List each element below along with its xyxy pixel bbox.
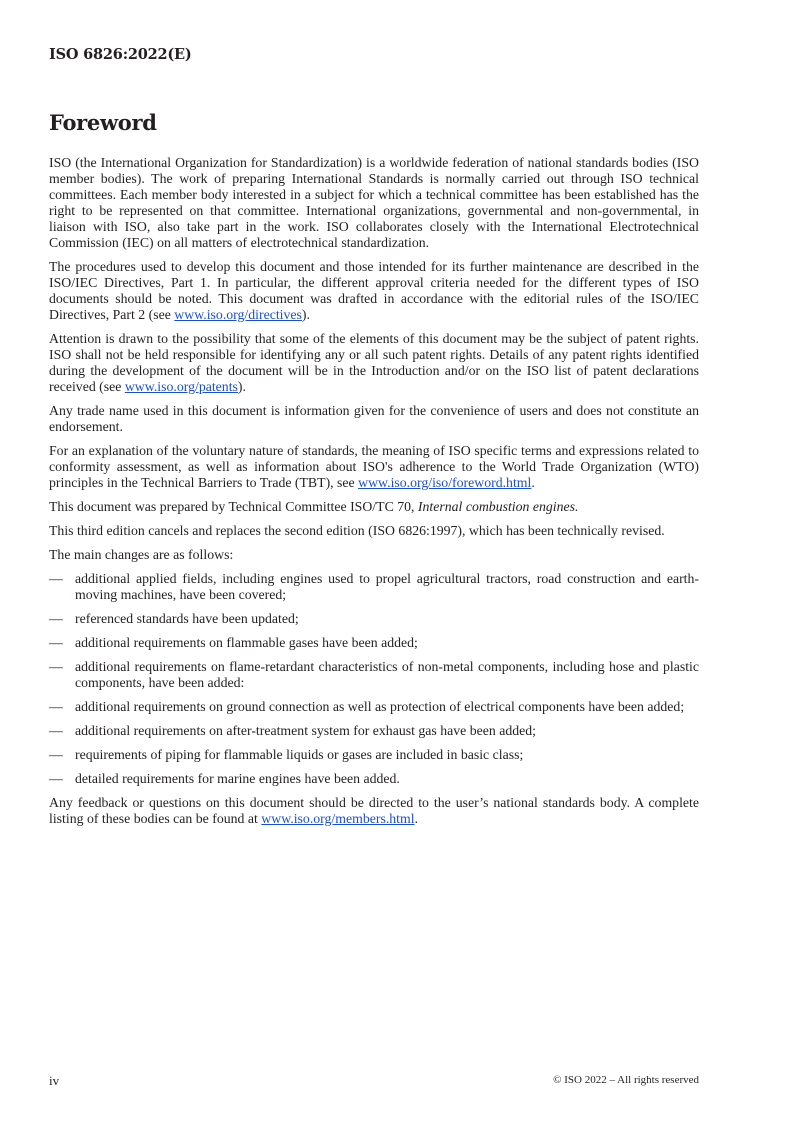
paragraph-text: The procedures used to develop this document and those intended for its further maintenance are described in the ISO/IEC Directives, Part 1. In particular, the different approval criteria needed for the different types of ISO documents should be noted. This document was drafted in accordance with the editorial rules of the ISO/IEC Directives, Part 2 (see [49,259,699,322]
changes-list [49,571,699,787]
em-dash-bullet: — [49,571,63,586]
list-item [49,699,699,715]
list-item-text: additional requirements on flame-retardant characteristics of non-metal components, including hose and plastic components, have been added: [75,659,699,690]
paragraph-text: Any feedback or questions on this document should be directed to the user’s national standards body. A complete listing of these bodies can be found at [49,795,699,826]
page-title: Foreword [49,110,157,135]
list-item-text: referenced standards have been updated; [75,611,299,626]
paragraph-trade-name: Any trade name used in this document is information given for the convenience of users and does not constitute an endorsement. [49,403,699,434]
page-number: iv [49,1073,60,1088]
patents-link[interactable]: www.iso.org/patents [124,379,238,394]
em-dash-bullet: — [49,699,63,714]
paragraph-patents [49,331,699,395]
list-item-text: additional requirements on flammable gases have been added; [75,635,418,650]
em-dash-bullet: — [49,659,63,674]
copyright-notice: © ISO 2022 – All rights reserved [553,1074,699,1086]
paragraph-text: Attention is drawn to the possibility that some of the elements of this document may be the subject of patent rights. ISO shall not be held responsible for identifying any or all such patent rights. Details of any patent rights identified during the development of the document will be in the Introduction and/or on the ISO list of patent declarations received (see [49,331,699,394]
em-dash-bullet: — [49,771,63,786]
paragraph-edition: This third edition cancels and replaces the second edition (ISO 6826:1997), which has been technically revised. [49,523,665,538]
paragraph-text: For an explanation of the voluntary nature of standards, the meaning of ISO specific terms and expressions related to conformity assessment, as well as information about ISO's adherence to the World Trade Organization (WTO) principles in the Technical Barriers to Trade (TBT), see [49,443,699,490]
paragraph-changes-intro: The main changes are as follows: [49,547,234,562]
em-dash-bullet: — [49,635,63,650]
paragraph-text: ). [237,379,246,394]
em-dash-bullet: — [49,747,63,762]
list-item [49,747,699,763]
paragraph-text: . [414,811,419,826]
list-item-text: additional requirements on after-treatment system for exhaust gas have been added; [75,723,536,738]
document-id-header: ISO 6826:2022(E) [49,46,192,63]
foreword-link[interactable]: www.iso.org/iso/foreword.html [358,475,532,490]
list-item [49,659,699,691]
paragraph-voluntary-nature [49,443,699,491]
list-item-text: detailed requirements for marine engines have been added. [75,771,400,786]
em-dash-bullet: — [49,611,63,626]
directives-link[interactable]: www.iso.org/directives [174,307,302,322]
list-item [49,771,699,787]
paragraph-text: ). [301,307,310,322]
paragraph-feedback [49,795,699,827]
list-item-text: additional requirements on ground connection as well as protection of electrical components have been added; [75,699,685,714]
list-item [49,611,699,627]
paragraph-text: . [531,475,535,490]
committee-title: Internal combustion engines. [417,499,579,514]
list-item [49,723,699,739]
list-item [49,635,699,651]
paragraph-text: This document was prepared by Technical Committee ISO/TC 70, [49,499,418,514]
members-link[interactable]: www.iso.org/members.html [261,811,415,826]
list-item-text: additional applied fields, including engines used to propel agricultural tractors, road construction and earth-moving machines, have been covered; [75,571,699,602]
list-item-text: requirements of piping for flammable liquids or gases are included in basic class; [75,747,524,762]
paragraph-committee [49,499,699,515]
paragraph-procedures [49,259,699,323]
foreword-body [49,155,699,835]
paragraph-iso-intro: ISO (the International Organization for Standardization) is a worldwide federation of national standards bodies (ISO member bodies). The work of preparing International Standards is normally carried out through ISO technical committees. Each member body interested in a subject for which a technical committee has been established has the right to be represented on that committee. International organizations, governmental and non-governmental, in liaison with ISO, also take part in the work. ISO collaborates closely with the International Electrotechnical Commission (IEC) on all matters of electrotechnical standardization. [49,155,699,250]
em-dash-bullet: — [49,723,63,738]
list-item [49,571,699,603]
